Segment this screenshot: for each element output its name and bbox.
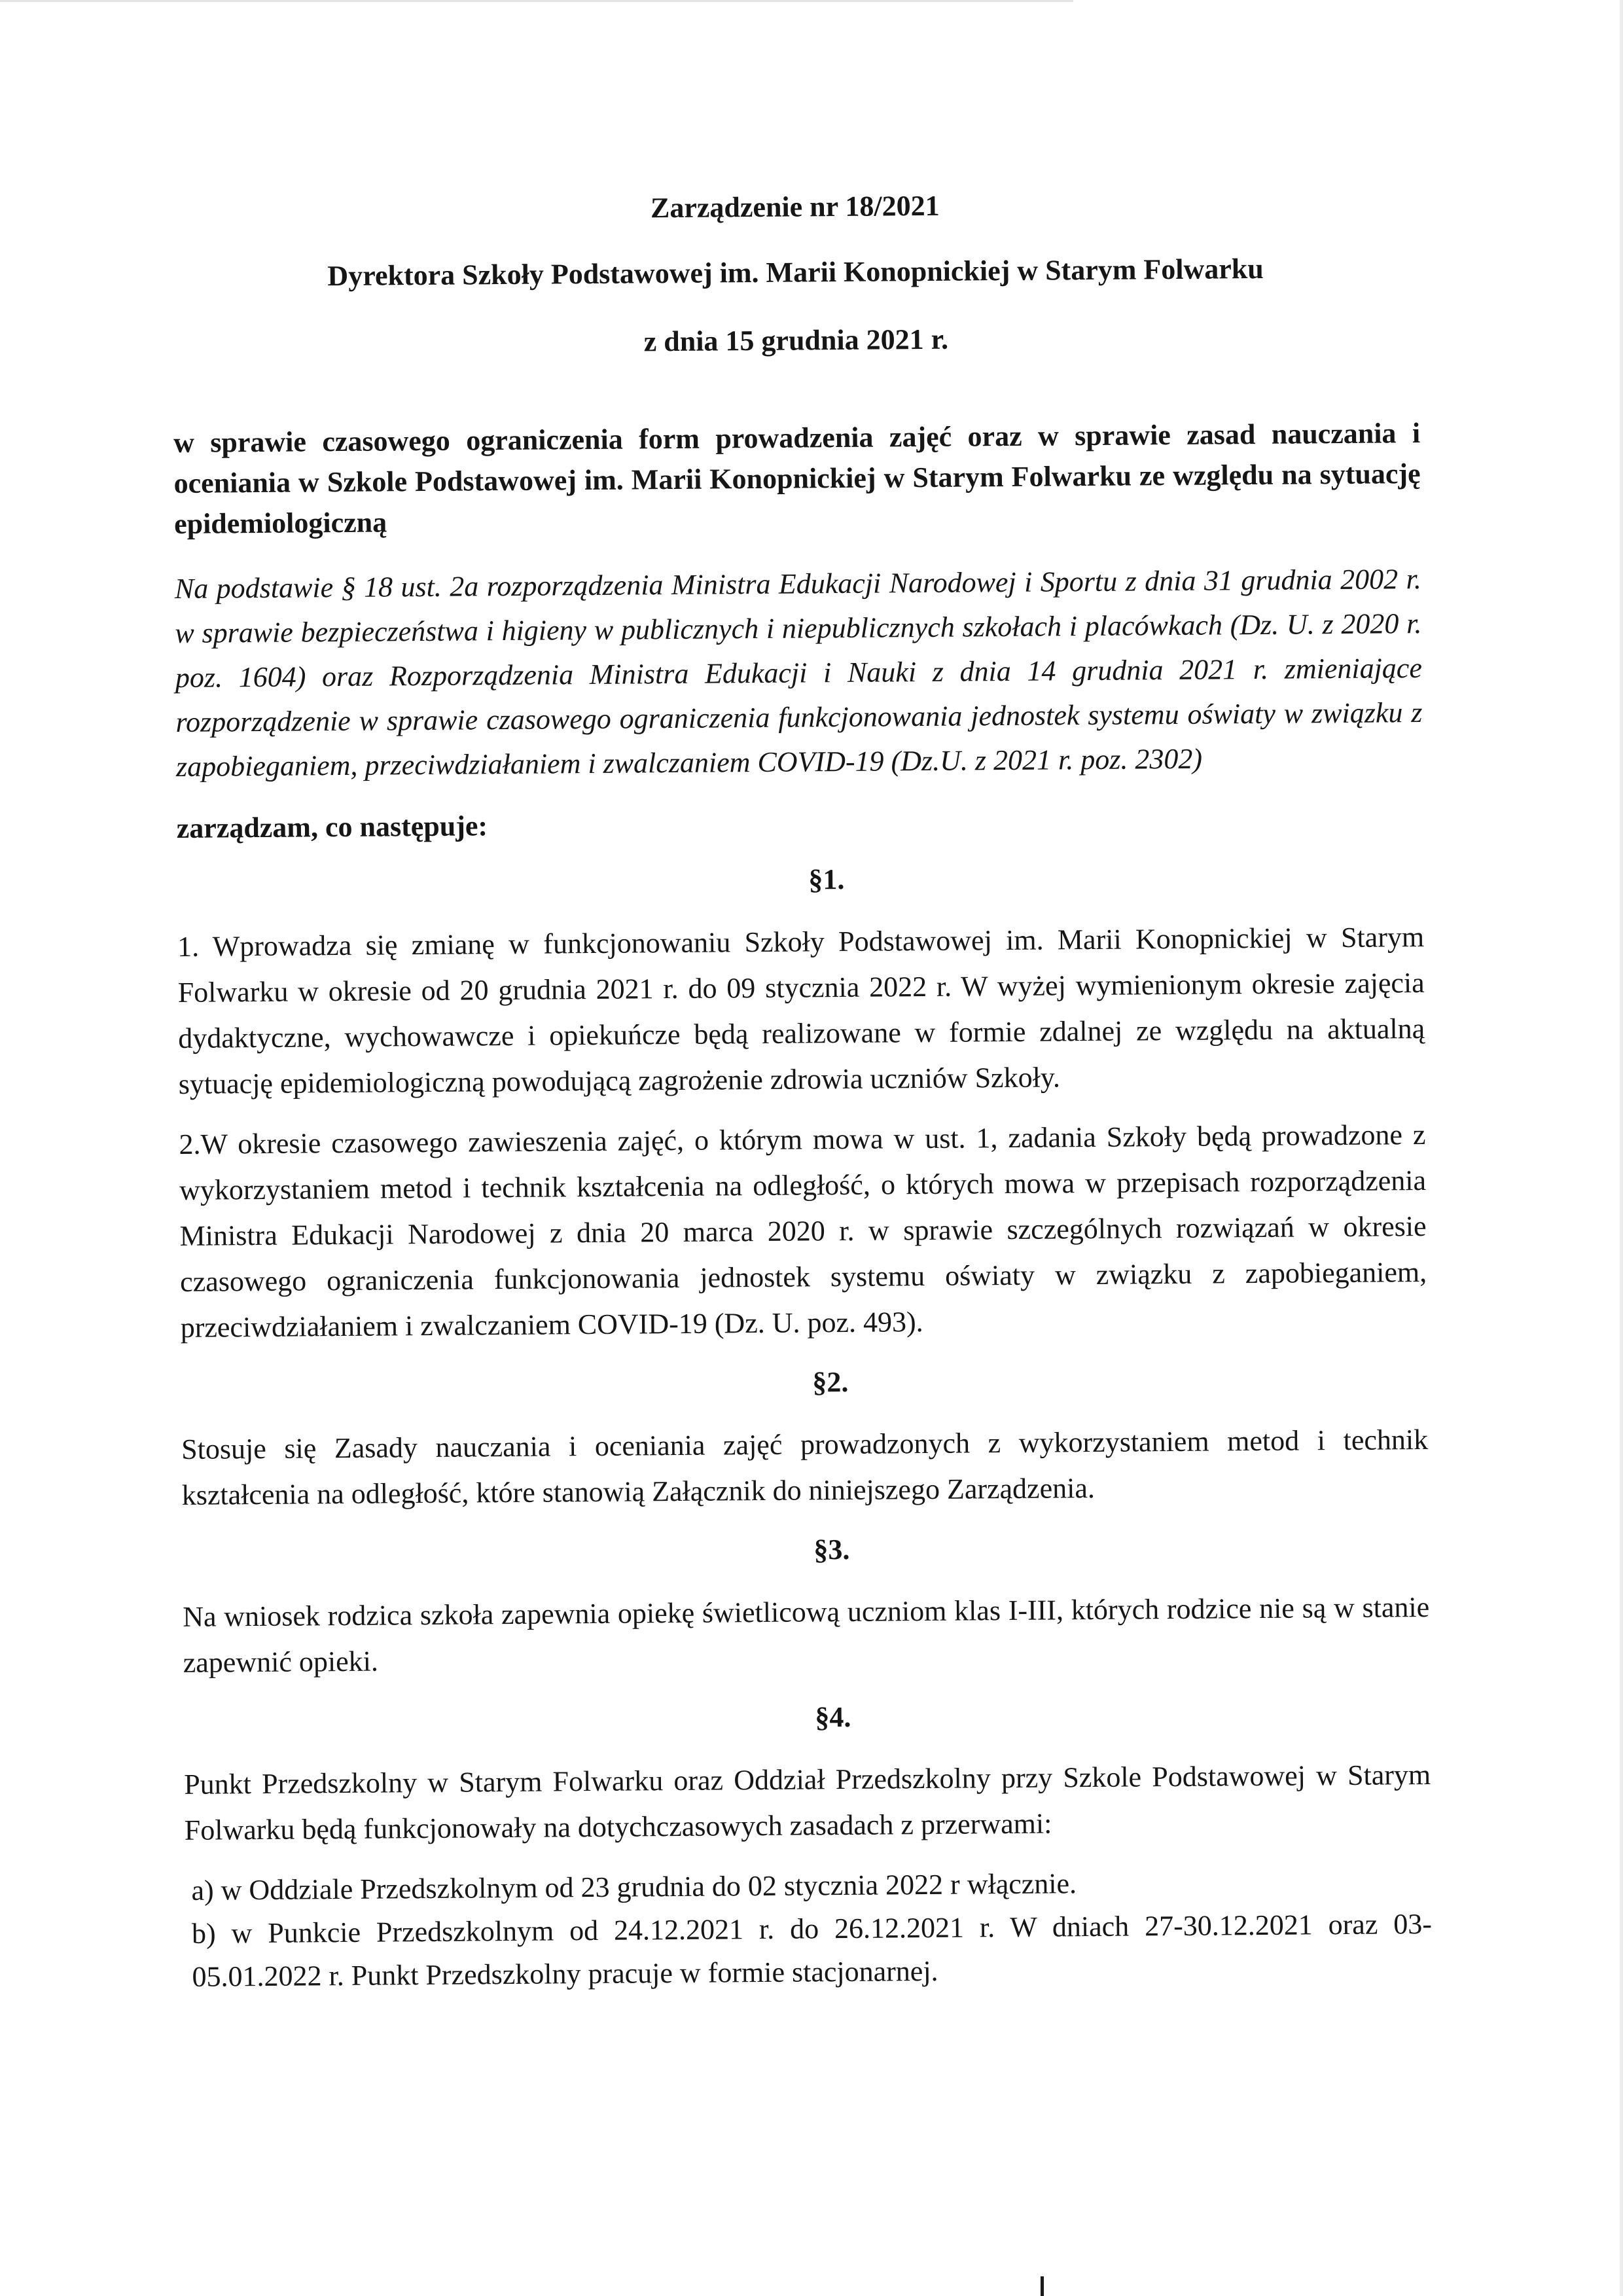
section-4-item-b: b) w Punkcie Przedszkolnym od 24.12.2021 r. do 26.12.2021 r. W dniach 27-30.12.2021 oraz 03-05.01.2022 r. Punkt Przedszkolny pracuje w formie stacjonarnej. (191, 1907, 1433, 1993)
section-1-heading: §1. (808, 863, 845, 896)
scan-edge-right (1620, 0, 1623, 2296)
legal-basis: Na podstawie § 18 ust. 2a rozporządzenia Ministra Edukacji Narodowej i Sportu z dnia 31 grudnia 2002 r. w sprawie bezpieczeństwa i higieny w publicznych i niepublicznych szkołach i placówkach (Dz. U. z 2020 r. poz. 1604) oraz Rozporządzenia Ministra Edukacji i Nauki z dnia 14 grudnia 2021 r. zmieniające rozporządzenie w sprawie czasowego ograniczenia funkcjonowania jednostek systemu oświaty w związku z zapobieganiem, przeciwdziałaniem i zwalczaniem COVID-19 (Dz.U. z 2021 r. poz. 2302) (174, 563, 1423, 783)
section-1-paragraph-2: 2.W okresie czasowego zawieszenia zajęć, o którym mowa w ust. 1, zadania Szkoły będą prowadzone z wykorzystaniem metod i technik kształcenia na odległość, o których mowa w przepisach rozporządzenia Ministra Edukacji Narodowej z dnia 20 marca 2020 r. w sprawie szczególnych rozwiązań w okresie czasowego ograniczenia funkcjonowania jednostek systemu oświaty w związku z zapobieganiem, przeciwdziałaniem i zwalczaniem COVID-19 (Dz. U. poz. 493). (179, 1118, 1427, 1344)
document-subject: w sprawie czasowego ograniczenia form prowadzenia zajęć oraz w sprawie zasad nauczania i oceniania w Szkole Podstawowej im. Marii Konopnickiej w Starym Folwarku ze względu na sytuację epidemiologiczną (173, 417, 1421, 540)
document-date: z dnia 15 grudnia 2021 r. (643, 323, 949, 358)
section-4-paragraph: Punkt Przedszkolny w Starym Folwarku oraz Oddział Przedszkolny przy Szkole Podstawowej w Starym Folwarku będą funkcjonowały na dotychczasowych zasadach z przerwami: (184, 1758, 1431, 1846)
document-page (171, 173, 1433, 1999)
decree-statement: zarządzam, co następuje: (176, 810, 488, 844)
section-4-item-a: a) w Oddziale Przedszkolnym od 23 grudnia do 02 stycznia 2022 r włącznie. (191, 1867, 1077, 1907)
section-4-heading: §4. (815, 1700, 851, 1734)
section-3-paragraph: Na wniosek rodzica szkoła zapewnia opiekę świetlicową uczniom klas I-III, których rodzice nie są w stanie zapewnić opieki. (183, 1590, 1430, 1679)
section-2-paragraph: Stosuje się Zasady nauczania i oceniania zajęć prowadzonych z wykorzystaniem metod i technik kształcenia na odległość, które stanowią Załącznik do niniejszego Zarządzenia. (181, 1423, 1429, 1511)
scan-edge-top (0, 0, 1073, 2)
scan-mark (1041, 2276, 1044, 2296)
document-issuer: Dyrektora Szkoły Podstawowej im. Marii Konopnickiej w Starym Folwarku (327, 252, 1264, 293)
section-4-list (185, 1859, 1432, 1999)
document-title: Zarządzenie nr 18/2021 (650, 189, 940, 224)
section-3-heading: §3. (813, 1533, 850, 1566)
section-1-paragraph-1: 1. Wprowadza się zmianę w funkcjonowaniu Szkoły Podstawowej im. Marii Konopnickiej w Starym Folwarku w okresie od 20 grudnia 2021 r. do 09 stycznia 2022 r. W wyżej wymienionym okresie zajęcia dydaktyczne, wychowawcze i opiekuńcze będą realizowane w formie zdalnej ze względu na aktualną sytuację epidemiologiczną powodującą zagrożenie zdrowia uczniów Szkoły. (177, 921, 1425, 1100)
section-2-heading: §2. (812, 1365, 849, 1399)
